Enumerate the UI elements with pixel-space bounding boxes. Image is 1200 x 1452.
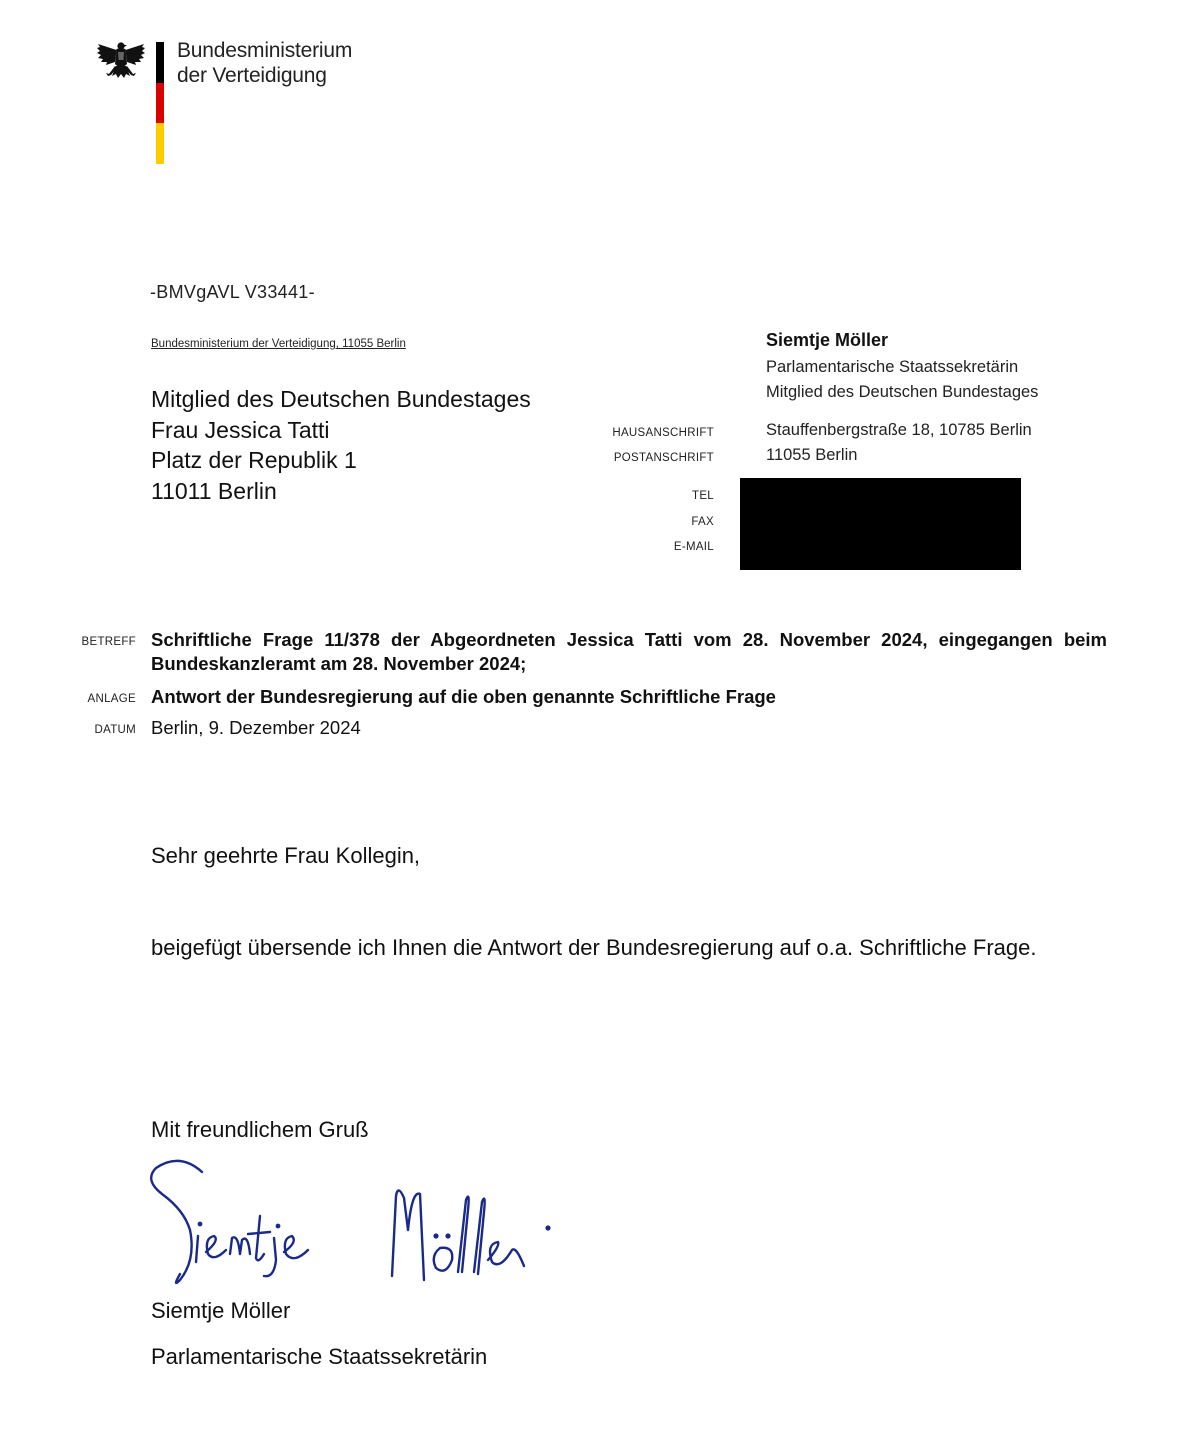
recipient-line-3: Platz der Republik 1	[151, 447, 357, 473]
email-label: E-MAIL	[673, 541, 714, 553]
reference-number: -BMVgAVL V33441-	[150, 282, 315, 302]
flag-stripe-black	[156, 42, 164, 83]
salutation: Sehr geehrte Frau Kollegin,	[151, 843, 421, 868]
hausanschrift-value: Stauffenbergstraße 18, 10785 Berlin	[766, 421, 1032, 439]
sender-membership: Mitglied des Deutschen Bundestages	[766, 383, 1039, 401]
ministry-line-2: der Verteidigung	[177, 64, 327, 87]
ministry-name	[177, 38, 352, 88]
return-address: Bundesministerium der Verteidigung, 11055 Berlin	[151, 338, 406, 350]
postanschrift-value: 11055 Berlin	[766, 446, 858, 464]
closing: Mit freundlichem Gruß	[151, 1117, 369, 1142]
recipient-line-2: Frau Jessica Tatti	[151, 416, 330, 443]
recipient-line-1: Mitglied des Deutschen Bundestages	[151, 386, 531, 412]
federal-eagle-icon	[96, 38, 146, 86]
flag-stripe-red	[156, 83, 164, 124]
betreff-label: BETREFF	[81, 636, 136, 648]
flag-stripe-gold	[156, 123, 164, 164]
german-flag-bar	[156, 42, 164, 164]
datum-value: Berlin, 9. Dezember 2024	[151, 717, 361, 738]
betreff-line-1: Schriftliche Frage 11/378 der Abgeordneten Jessica Tatti vom 28. November 2024, eingegangen beim	[151, 629, 1107, 650]
anlage-label: ANLAGE	[87, 693, 136, 705]
betreff-value	[151, 628, 1107, 676]
fax-label: FAX	[691, 516, 714, 528]
handwritten-signature	[140, 1150, 570, 1295]
postanschrift-label: POSTANSCHRIFT	[613, 452, 714, 464]
anlage-value: Antwort der Bundesregierung auf die oben genannte Schriftliche Frage	[151, 686, 776, 707]
sender-name: Siemtje Möller	[766, 330, 889, 350]
tel-label: TEL	[692, 490, 714, 502]
recipient-address	[151, 384, 531, 506]
hausanschrift-label: HAUSANSCHRIFT	[612, 427, 714, 439]
datum-label: DATUM	[94, 724, 136, 736]
betreff-line-2: Bundeskanzleramt am 28. November 2024;	[151, 653, 527, 674]
signatory-title: Parlamentarische Staatssekretärin	[151, 1344, 488, 1369]
body-paragraph: beigefügt übersende ich Ihnen die Antwort der Bundesregierung auf o.a. Schriftliche Frage.	[151, 935, 1037, 960]
redaction-box	[740, 478, 1021, 570]
recipient-line-4: 11011 Berlin	[151, 477, 277, 504]
sender-title: Parlamentarische Staatssekretärin	[766, 358, 1019, 376]
signatory-name: Siemtje Möller	[151, 1298, 291, 1323]
ministry-line-1: Bundesministerium	[177, 39, 353, 62]
